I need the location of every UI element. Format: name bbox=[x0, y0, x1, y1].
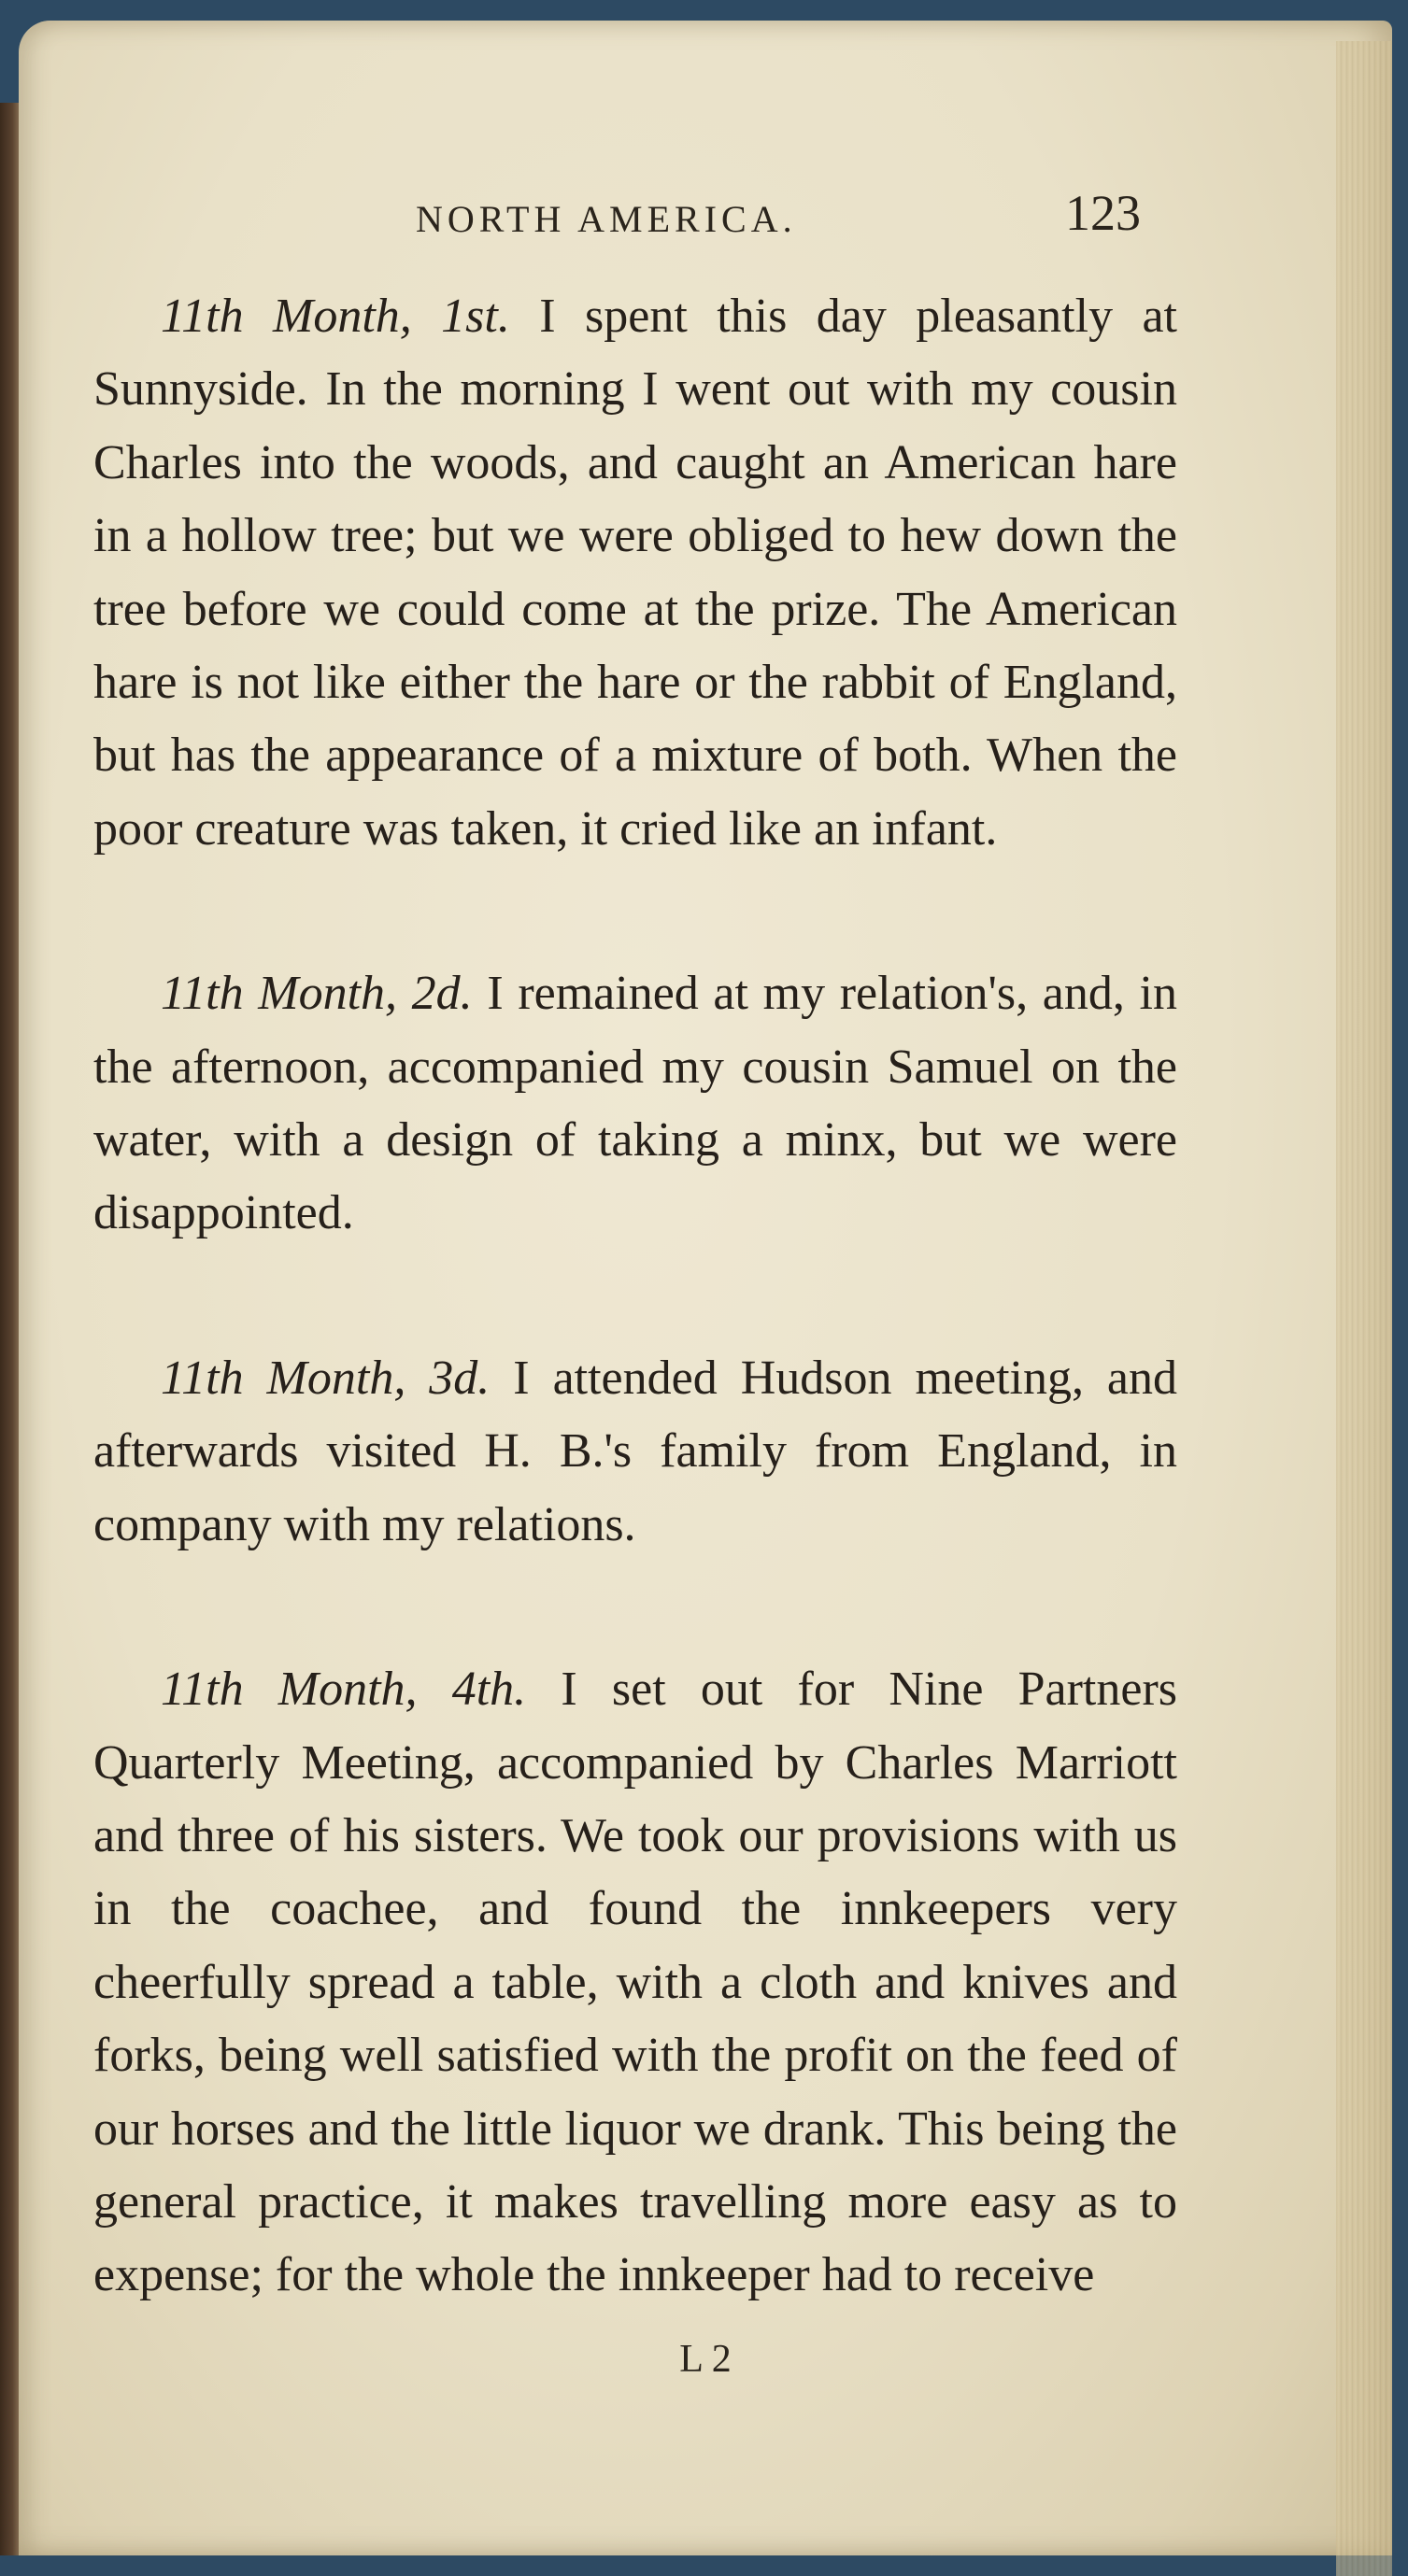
entry-date: 11th Month, 3d. bbox=[161, 1351, 491, 1405]
signature-mark: L 2 bbox=[679, 2338, 732, 2381]
entry-text: I set out for Nine Partners Quarterly Meeting, accompanied by Charles Marriott and three of his sisters. We took our provisions with us in the coachee, and found the innkeepers very cheerfully spread a table, with a cloth and knives and forks, being well satisfied with the profit on the feed of our horses and the little liquor we drank. This being the general practice, it makes travelling more easy as to expense; for the whole the innkeeper had to receive bbox=[93, 1663, 1177, 2302]
diary-entry bbox=[93, 957, 1177, 1251]
entry-date: 11th Month, 1st. bbox=[161, 290, 510, 343]
running-head: NORTH AMERICA. bbox=[416, 198, 797, 240]
entry-date: 11th Month, 2d. bbox=[161, 967, 473, 1021]
page-body bbox=[93, 280, 1177, 2404]
entry-text: I spent this day pleasantly at Sunnyside. In the morning I went out with my cousin Charles into the woods, and caught an American hare in a hollow tree; but we were obliged to hew down the tree before we could come at the prize. The American hare is not like either the hare or the rabbit of England, but has the appearance of a mixture of both. When the poor creature was taken, it cried like an infant. bbox=[93, 290, 1178, 856]
diary-entry bbox=[93, 1653, 1177, 2313]
diary-entry bbox=[93, 1342, 1177, 1562]
entry-text: I attended Hudson meeting, and afterwards visited H. B.'s family from England, in company with my relations. bbox=[93, 1351, 1178, 1551]
diary-entry bbox=[93, 280, 1177, 866]
page-header bbox=[19, 184, 1392, 259]
book-binding bbox=[0, 103, 21, 2555]
entry-date: 11th Month, 4th. bbox=[161, 1663, 527, 1717]
page-number: 123 bbox=[1065, 185, 1141, 241]
book-page bbox=[19, 21, 1392, 2555]
entry-text: I remained at my relation's, and, in the afternoon, accompanied my cousin Samuel on the water, with a design of taking a minx, but we were disappointed. bbox=[93, 967, 1177, 1240]
page-edge bbox=[1336, 41, 1392, 2576]
